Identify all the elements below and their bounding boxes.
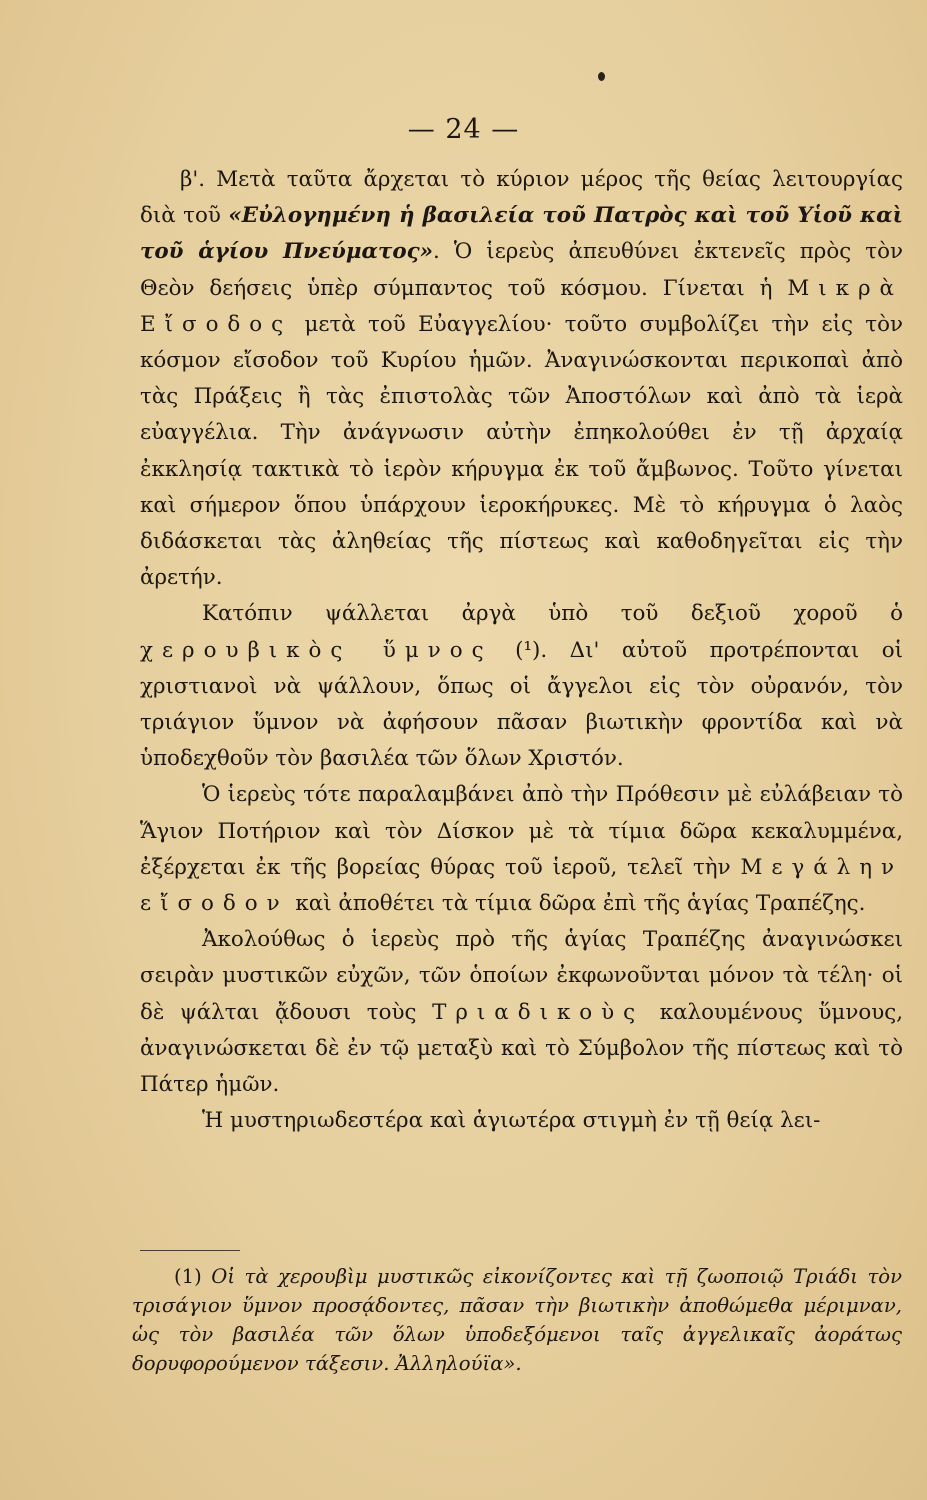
- emphasis-megali-eisodos: Μεγάλην εἴσοδον: [140, 854, 903, 917]
- paragraph-1-text-c: μετὰ τοῦ Εὐαγγελίου· τοῦτο συμβολίζει τὴν εἰς τὸν κόσμον εἴσοδον τοῦ Κυρίου ἡμῶν. Ἀναγινώσκονται περικοπαὶ ἀπὸ τὰς Πράξεις ἢ τὰς ἐπιστολὰς τῶν Ἀποστόλων καὶ ἀπὸ τὰ ἱερὰ εὐαγγέλια. Τὴν ἀνάγνωσιν αὐτὴν ἐπηκολούθει ἐν τῇ ἀρχαίᾳ ἐκκλησίᾳ τακτικὰ τὸ ἱερὸν κήρυγμα ἐκ τοῦ ἄμβωνος. Τοῦτο γίνεται καὶ σήμερον ὅπου ὑπάρχουν ἱεροκήρυκες. Μὲ τὸ κήρυγμα ὁ λαὸς διδάσκεται τὰς ἀληθείας τῆς πίστεως καὶ καθοδηγεῖται εἰς τὴν ἀρετήν.: [140, 311, 903, 591]
- paragraph-4: [140, 922, 903, 1103]
- paragraph-1-text-a: Μετὰ ταῦτα ἄρχεται τὸ κύριον μέρος τῆς θείας λειτουργίας διὰ τοῦ: [140, 167, 903, 229]
- paragraph-3: [140, 777, 903, 922]
- section-label: β'.: [180, 167, 206, 192]
- page-number: — 24 —: [407, 114, 520, 145]
- footnote-text: Οἱ τὰ χερουβὶμ μυστικῶς εἰκονίζοντες καὶ τῇ ζωοποιῷ Τριάδι τὸν τρισάγιον ὕμνον προσᾴδοντες, πᾶσαν τὴν βιωτικὴν ἀποθώμεθα μέριμναν, ὡς τὸν βασιλέα τῶν ὅλων ὑποδεξόμενοι ταῖς ἀγγελικαῖς ἀοράτως δορυφορούμενον τάξεσιν. Ἀλληλούϊα».: [132, 1265, 902, 1375]
- ink-dot-mark: [598, 72, 605, 81]
- footnote-number: (1): [174, 1265, 202, 1288]
- main-text: [140, 162, 903, 1139]
- footnote: [132, 1262, 902, 1378]
- paragraph-1: [140, 162, 903, 596]
- footnote-paragraph: [132, 1262, 902, 1378]
- paragraph-3-text-a: Ὁ ἱερεὺς τότε παραλαμβάνει ἀπὸ τὴν Πρόθεσιν μὲ εὐλάβειαν τὸ Ἅγιον Ποτήριον καὶ τὸν Δίσκον μὲ τὰ τίμια δῶρα κεκαλυμμένα, ἐξέρχεται ἐκ τῆς βορείας θύρας τοῦ ἱεροῦ, τελεῖ τὴν: [140, 782, 903, 880]
- paragraph-2-text-b: (¹). Δι' αὐτοῦ προτρέπονται οἱ χριστιανοὶ νὰ ψάλλουν, ὅπως οἱ ἄγγελοι εἰς τὸν οὐρανόν, τὸν τριάγιον ὕμνον νὰ ἀφήσουν πᾶσαν βιωτικὴν φροντίδα καὶ νὰ ὑποδεχθοῦν τὸν βασιλέα τῶν ὅλων Χριστόν.: [140, 637, 903, 772]
- paragraph-4-text-b: καλουμένους ὕμνους, ἀναγινώσκεται δὲ ἐν τῷ μεταξὺ καὶ τὸ Σύμβολον τῆς πίστεως καὶ τὸ Πάτερ ἡμῶν.: [140, 999, 904, 1098]
- liturgical-quote: «Εὐλογημένη ἡ βασιλεία τοῦ Πατρὸς καὶ τοῦ Υἱοῦ καὶ τοῦ ἁγίου Πνεύματος»: [140, 203, 903, 265]
- emphasis-mikra-eisodos: Μικρὰ Εἴσοδος: [140, 275, 903, 337]
- emphasis-triadikous: Τριαδικοὺς: [432, 999, 645, 1025]
- emphasis-cherubic-hymn: χερουβικὸς ὕμνος: [140, 637, 493, 663]
- paragraph-5: Ἡ μυστηριωδεστέρα καὶ ἁγιωτέρα στιγμὴ ἐν τῇ θείᾳ λει-: [202, 1108, 821, 1134]
- paragraph-3-text-b: καὶ ἀποθέτει τὰ τίμια δῶρα ἐπὶ τῆς ἁγίας Τραπέζης.: [288, 891, 866, 917]
- paragraph-4-text-a: Ἀκολούθως ὁ ἱερεὺς πρὸ τῆς ἁγίας Τραπέζης ἀναγινώσκει σειρὰν μυστικῶν εὐχῶν, τῶν ὁποίων ἐκφωνοῦνται μόνον τὰ τέλη· οἱ δὲ ψάλται ᾄδουσι τοὺς: [140, 927, 903, 1025]
- paragraph-2-text-a: Κατόπιν ψάλλεται ἀργὰ ὑπὸ τοῦ δεξιοῦ χοροῦ ὁ: [202, 601, 903, 627]
- footnote-rule: [140, 1250, 240, 1251]
- paragraph-2: [140, 596, 903, 777]
- paragraph-1-text-b: . Ὁ ἱερεὺς ἀπευθύνει ἐκτενεῖς πρὸς τὸν Θεὸν δεήσεις ὑπὲρ σύμπαντος τοῦ κόσμου. Γίνεται ἡ: [140, 239, 903, 301]
